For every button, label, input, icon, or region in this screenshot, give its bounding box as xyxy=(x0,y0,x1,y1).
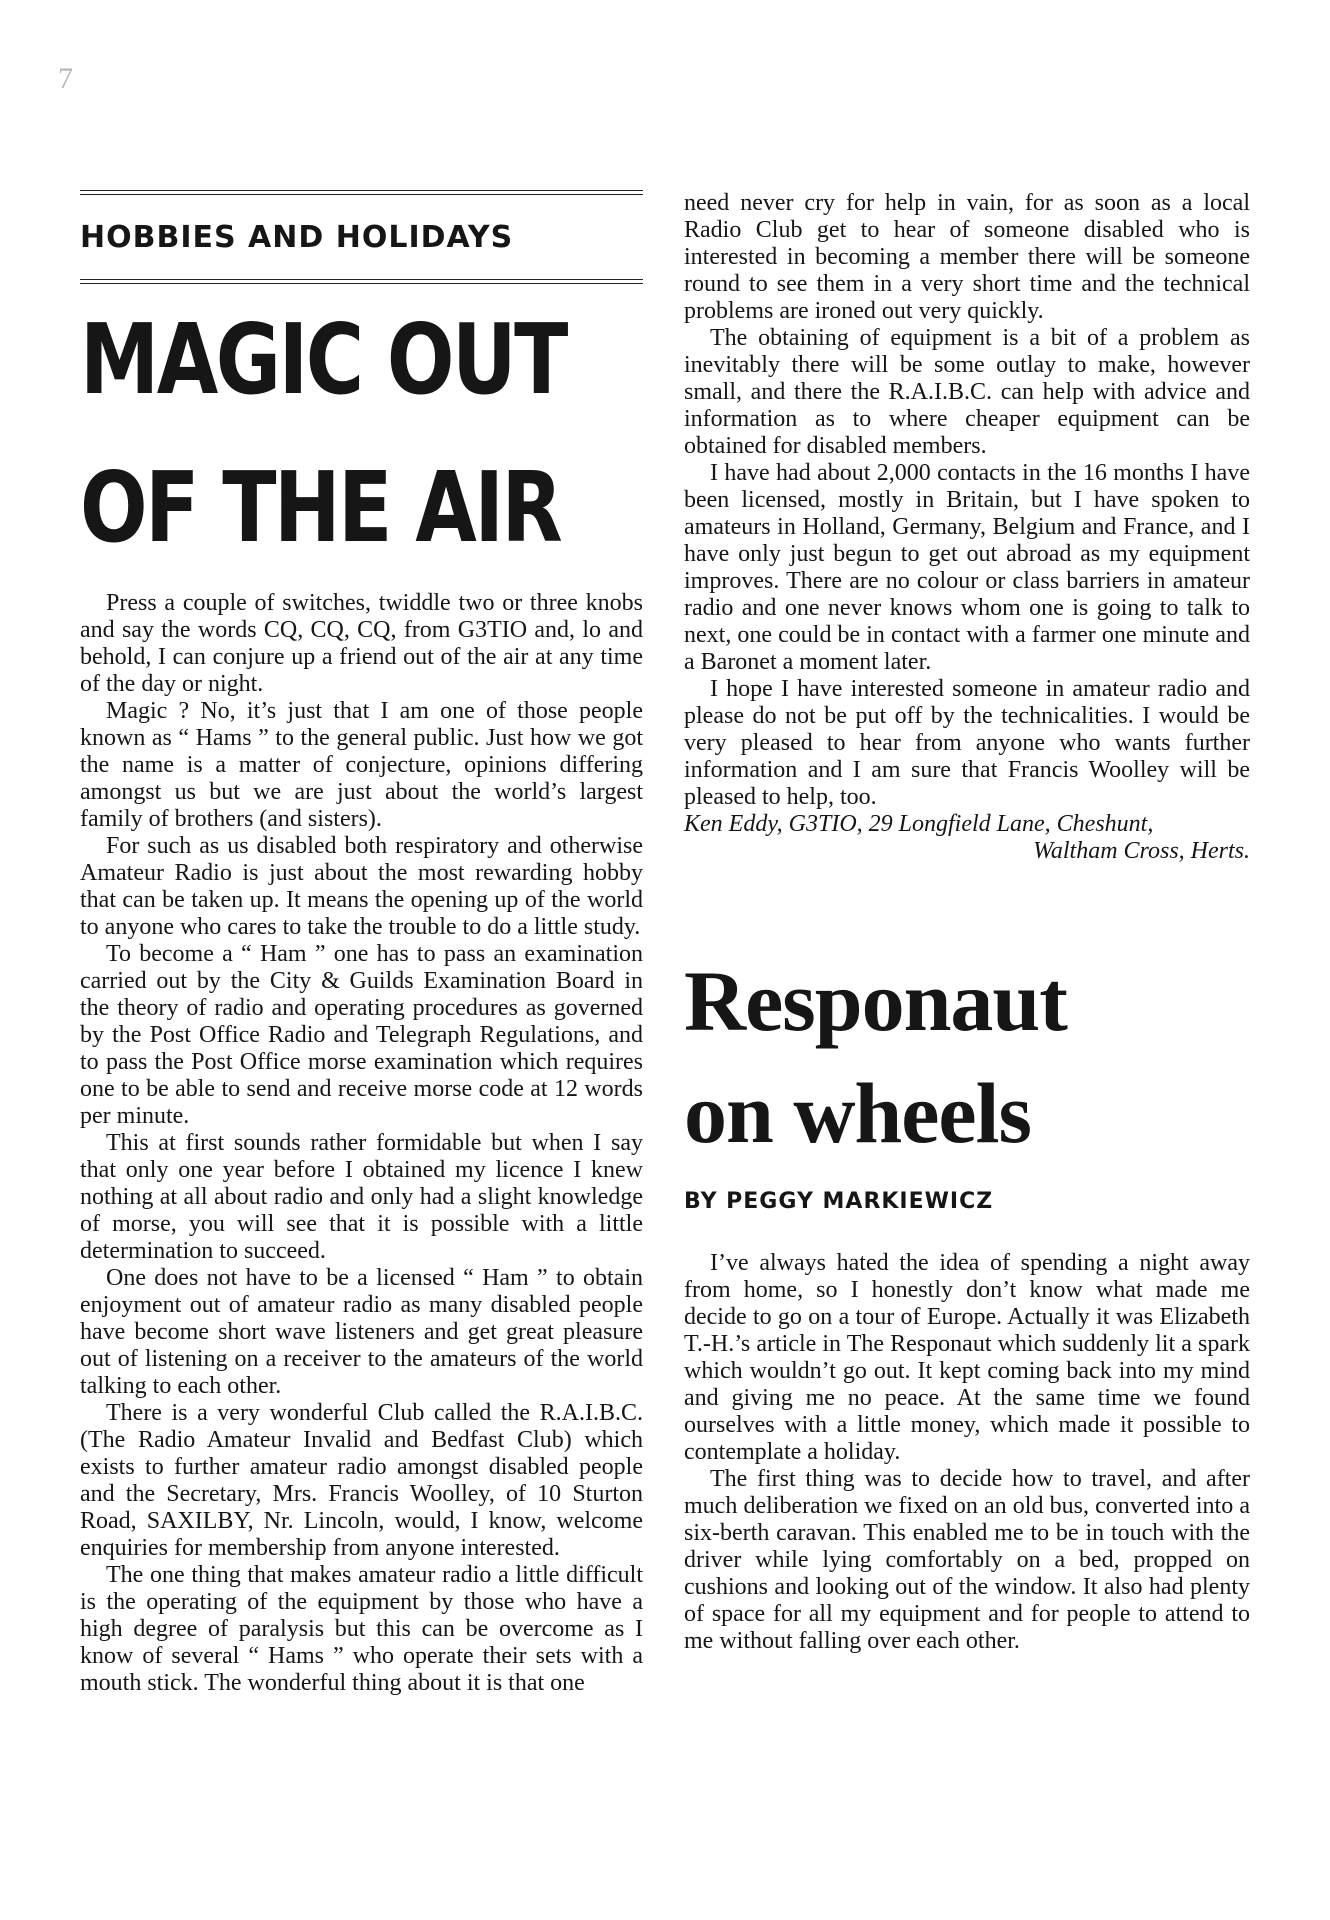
second-article-title-line-1: Responaut xyxy=(684,953,1067,1049)
paragraph: There is a very wonderful Club called the R.A.I.B.C. (The Radio Amateur Invalid and Bedfast Club) which exists to further amateur radio amongst disabled people and the Secretary, Mrs. Francis Woolley, of 10 Sturton Road, SAXILBY, Nr. Lincoln, would, I know, welcome enquiries for membership from anyone interested. xyxy=(80,1400,643,1561)
paragraph: The first thing was to decide how to travel, and after much deliberation we fixed on an old bus, converted into a six-berth caravan. This enabled me to be in touch with the driver while lying comfortably on a bed, propped on cushions and looking out of the window. It also had plenty of space for all my equipment and for people to attend to me without falling over each other. xyxy=(684,1466,1250,1654)
paragraph: I have had about 2,000 contacts in the 16 months I have been licensed, mostly in Britain, but I have spoken to amateurs in Holland, Germany, Belgium and France, and I have only just begun to get out abroad as my equipment improves. There are no colour or class barriers in amateur radio and one never knows whom one is going to talk to next, one could be in contact with a farmer one minute and a Baronet a moment later. xyxy=(684,460,1250,675)
second-article-title xyxy=(684,945,1250,1169)
byline: BY PEGGY MARKIEWICZ xyxy=(684,1189,994,1214)
paragraph: The one thing that makes amateur radio a little difficult is the operating of the equipment by those who have a high degree of paralysis but this can be overcome as I know of several “ Hams ” who operate their sets with a mouth stick. The wonderful thing about it is that one xyxy=(80,1562,643,1696)
section-rule-bottom xyxy=(80,279,643,284)
right-column xyxy=(684,190,1250,1655)
second-article-body xyxy=(684,1250,1250,1655)
signature-line-1: Ken Eddy, G3TIO, 29 Longfield Lane, Cheshunt, xyxy=(684,811,1154,837)
page-number-mark: 7 xyxy=(58,62,73,95)
signature-line-2: Waltham Cross, Herts. xyxy=(1033,838,1250,864)
section-heading: HOBBIES AND HOLIDAYS xyxy=(80,220,514,255)
paragraph: Magic ? No, it’s just that I am one of those people known as “ Hams ” to the general public. Just how we got the name is a matter of conjecture, opinions differing amongst us but we are just about the world’s largest family of brothers (and sisters). xyxy=(80,698,643,832)
section-rule-top xyxy=(80,190,643,195)
left-column xyxy=(80,190,643,1697)
paragraph: This at first sounds rather formidable but when I say that only one year before I obtained my licence I knew nothing at all about radio and only had a slight knowledge of morse, you will see that it is possible with a little determination to succeed. xyxy=(80,1130,643,1264)
paragraph: The obtaining of equipment is a bit of a problem as inevitably there will be some outlay to make, however small, and there the R.A.I.B.C. can help with advice and information as to where cheaper equipment can be obtained for disabled members. xyxy=(684,325,1250,459)
second-article-title-line-2: on wheels xyxy=(684,1065,1031,1161)
paragraph-continued: need never cry for help in vain, for as soon as a local Radio Club get to hear of someone disabled who is interested in becoming a member there will be someone round to see them in a very short time and the technical problems are ironed out very quickly. xyxy=(684,190,1250,324)
paragraph: I hope I have interested someone in amateur radio and please do not be put off by the technicalities. I would be very pleased to hear from anyone who wants further information and I am sure that Francis Woolley will be pleased to help, too. xyxy=(684,676,1250,810)
paragraph: To become a “ Ham ” one has to pass an examination carried out by the City & Guilds Examination Board in the theory of radio and operating procedures as governed by the Post Office Radio and Telegraph Regulations, and to pass the Post Office morse examination which requires one to be able to send and receive morse code at 12 words per minute. xyxy=(80,941,643,1129)
paragraph: I’ve always hated the idea of spending a night away from home, so I honestly don’t know what made me decide to go on a tour of Europe. Actually it was Elizabeth T.-H.’s article in The Responaut which suddenly lit a spark which wouldn’t go out. It kept coming back into my mind and giving me no peace. At the same time we found ourselves with a little money, which made it possible to contemplate a holiday. xyxy=(684,1250,1250,1465)
article-body-left xyxy=(80,590,643,1697)
article-body-right xyxy=(684,190,1250,811)
article-title-line-2: OF THE AIR xyxy=(80,451,561,564)
article-title-line-1: MAGIC OUT xyxy=(80,303,566,416)
author-signature xyxy=(684,811,1250,865)
paragraph: For such as us disabled both respiratory and otherwise Amateur Radio is just about the most rewarding hobby that can be taken up. It means the opening up of the world to anyone who cares to take the trouble to do a little study. xyxy=(80,833,643,940)
paragraph: Press a couple of switches, twiddle two or three knobs and say the words CQ, CQ, CQ, from G3TIO and, lo and behold, I can conjure up a friend out of the air at any time of the day or night. xyxy=(80,590,643,697)
paragraph: One does not have to be a licensed “ Ham ” to obtain enjoyment out of amateur radio as many disabled people have become short wave listeners and get great pleasure out of listening on a receiver to the amateurs of the world talking to each other. xyxy=(80,1265,643,1399)
